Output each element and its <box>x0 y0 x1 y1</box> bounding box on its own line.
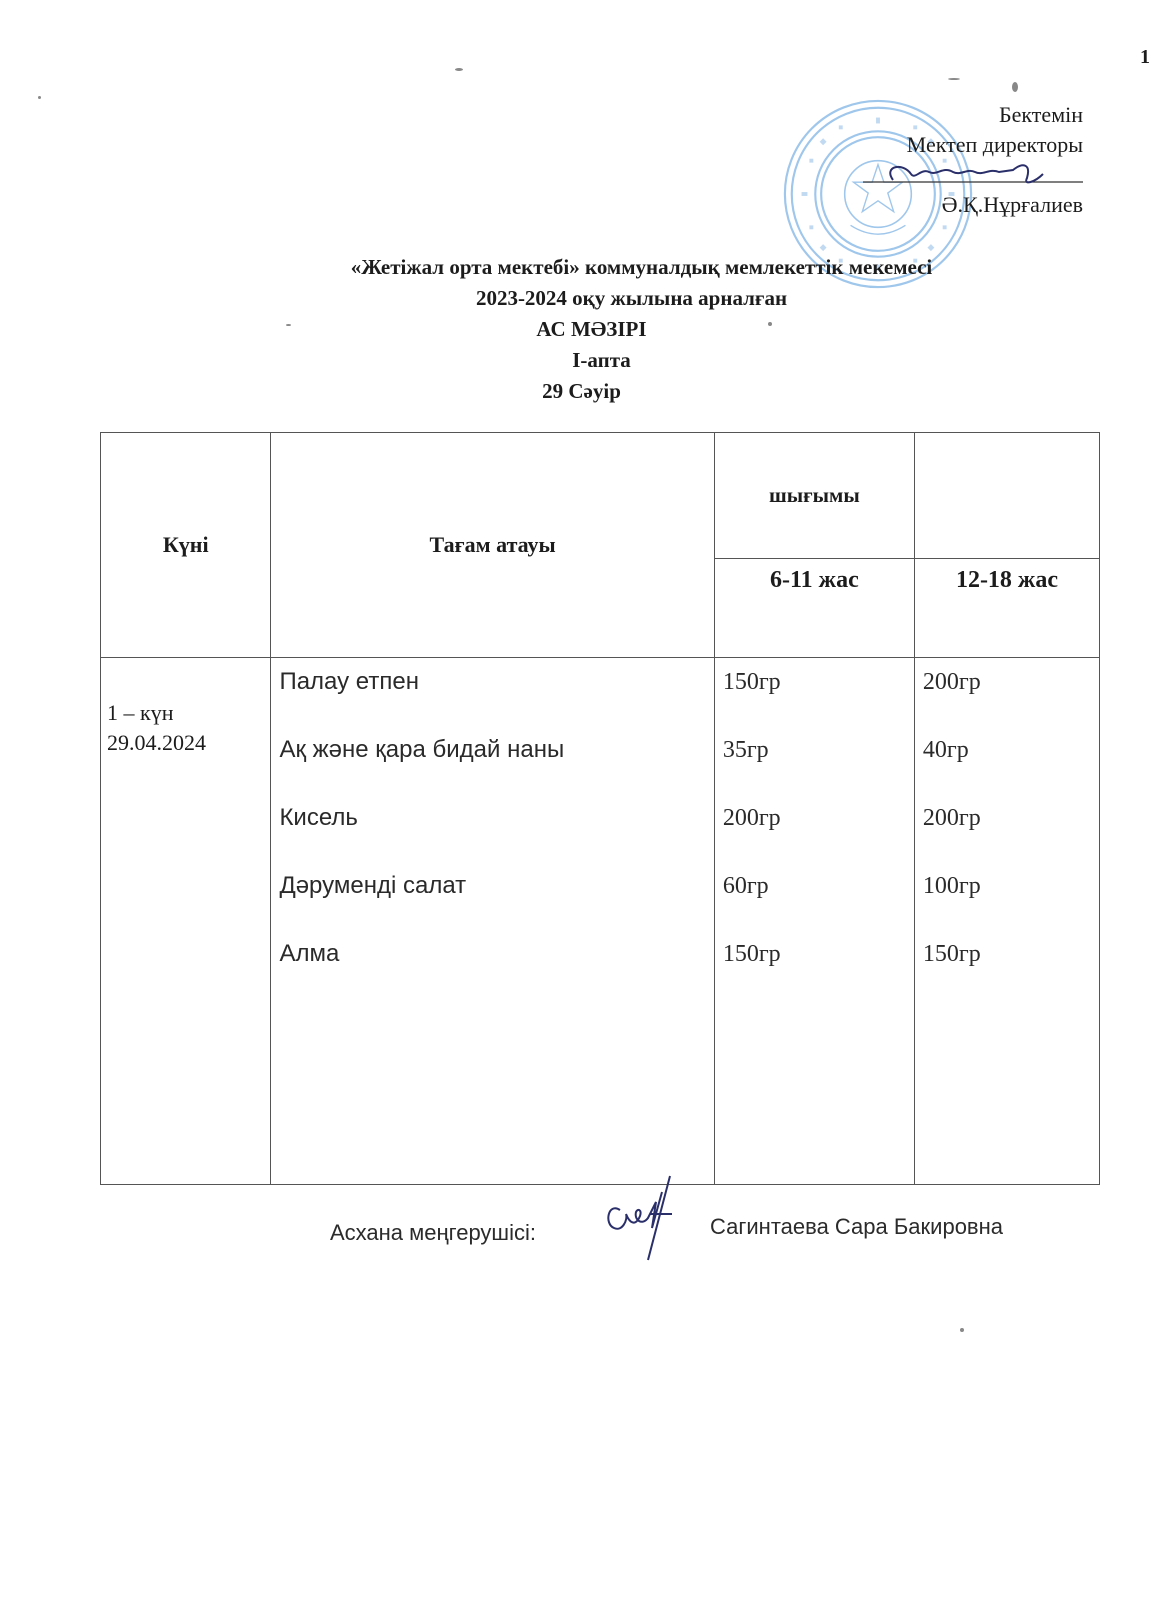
qty-6-11-list <box>714 658 914 1185</box>
menu-title: АС МӘЗІРІ <box>536 317 647 341</box>
column-header-dish: Тағам атауы <box>271 433 714 658</box>
canteen-head-signature <box>590 1172 690 1262</box>
scan-speck <box>286 324 291 326</box>
canteen-head-role: Асхана меңгерушісі: <box>330 1220 536 1245</box>
canteen-head-name: Сагинтаева Сара Бакировна <box>710 1214 1004 1239</box>
dish-name: Дәрумендi салат <box>279 872 467 899</box>
scan-speck <box>768 322 772 326</box>
scan-speck <box>455 68 463 71</box>
dish-name: Ақ және қара бидай наны <box>279 736 565 763</box>
dish-name: Алма <box>279 940 340 967</box>
qty-6-11: 60гр <box>722 873 769 899</box>
qty-12-18-list <box>914 658 1099 1185</box>
page-number: 1 <box>1140 46 1150 68</box>
qty-6-11: 35гр <box>722 737 769 763</box>
approval-block <box>863 100 1083 220</box>
table-row <box>101 658 1100 1185</box>
dish-list <box>271 658 714 1185</box>
director-signature <box>863 160 1083 190</box>
scan-speck <box>948 78 960 80</box>
approval-position: Мектеп директоры <box>906 132 1083 157</box>
document-heading <box>0 252 1163 407</box>
school-year: 2023-2024 оқу жылына арналған <box>475 286 788 310</box>
qty-6-11: 150гр <box>722 941 781 967</box>
column-header-output: шығымы <box>714 433 914 559</box>
dish-name: Кисель <box>279 804 358 831</box>
approval-name: Ә.Қ.Нұрғалиев <box>941 192 1083 217</box>
column-header-age-12-18: 12-18 жас <box>914 559 1099 658</box>
day-cell <box>101 658 271 1185</box>
qty-12-18: 200гр <box>922 805 981 831</box>
week-label: І-апта <box>572 348 631 372</box>
day-date: 29.04.2024 <box>107 730 206 755</box>
qty-12-18: 40гр <box>922 737 969 763</box>
menu-table <box>100 432 1100 1185</box>
menu-date: 29 Сәуір <box>542 379 621 403</box>
qty-12-18: 100гр <box>922 873 981 899</box>
organization-name: «Жетіжал орта мектебі» коммуналдық мемлекеттік мекемесі <box>350 255 933 279</box>
scan-speck <box>960 1328 964 1332</box>
scan-speck <box>38 96 41 99</box>
column-header-age-6-11: 6-11 жас <box>714 559 914 658</box>
day-label: 1 – күн <box>107 700 174 725</box>
column-header-blank <box>914 433 1099 559</box>
approval-label: Бектемін <box>999 102 1083 127</box>
qty-6-11: 200гр <box>722 805 781 831</box>
qty-12-18: 150гр <box>922 941 981 967</box>
qty-12-18: 200гр <box>922 669 981 695</box>
qty-6-11: 150гр <box>722 669 781 695</box>
dish-name: Палау етпен <box>279 668 419 695</box>
scan-speck <box>1012 82 1018 92</box>
column-header-day: Күні <box>101 433 271 658</box>
